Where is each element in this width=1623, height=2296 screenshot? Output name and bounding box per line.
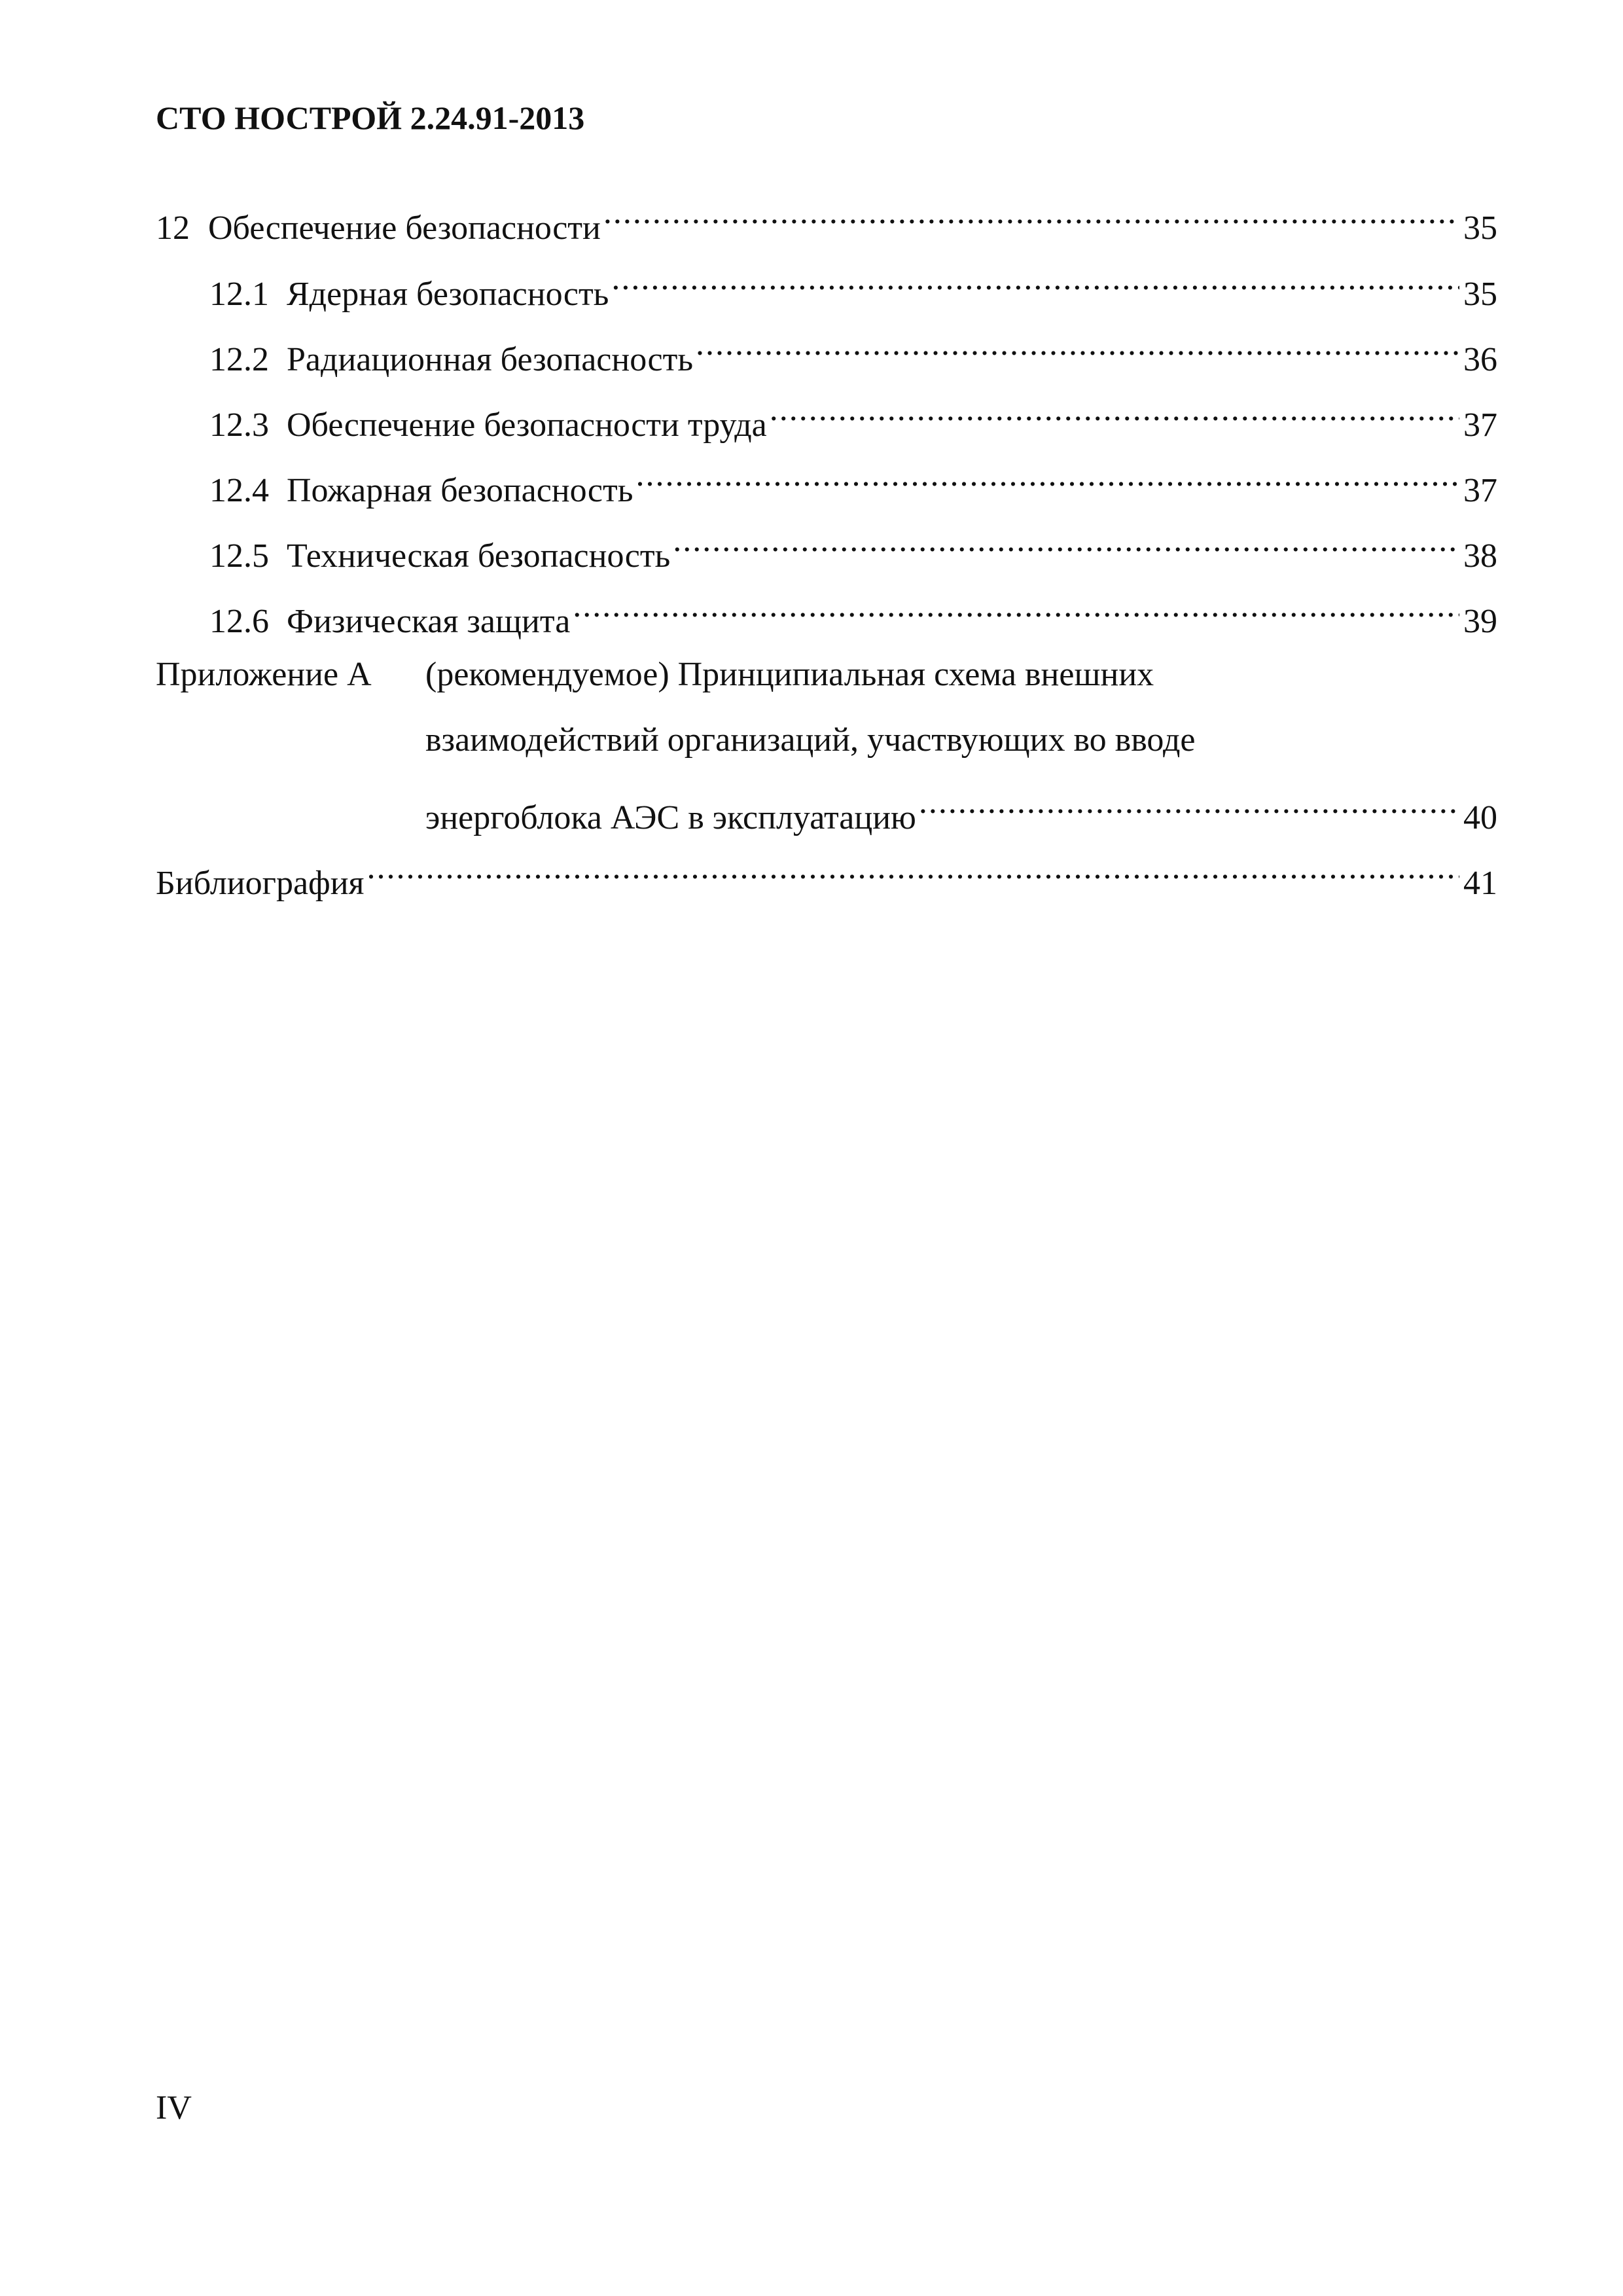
toc-entry-number: 12.2 <box>209 341 269 378</box>
toc-appendix-title-line-2[interactable]: взаимодействий организаций, участвующих во вводе <box>425 721 1196 759</box>
toc-entry-number: 12.5 <box>209 537 269 575</box>
toc-entry-page: 37 <box>1463 406 1497 444</box>
toc-entry-page: 37 <box>1463 472 1497 509</box>
toc-entry-label: Физическая защита <box>287 603 571 640</box>
toc-entry-number: 12.6 <box>209 603 269 640</box>
toc-leader-dots <box>611 259 1459 305</box>
toc-leader-dots <box>770 390 1459 436</box>
toc-leader-dots <box>603 193 1459 239</box>
toc-entry-page: 38 <box>1463 537 1497 575</box>
toc-entry-12-1[interactable] <box>209 259 1497 313</box>
toc-entry-number: 12 <box>156 209 190 247</box>
toc-entry-number: 12.4 <box>209 472 269 509</box>
toc-entry-page: 36 <box>1463 341 1497 378</box>
toc-entry-12-5[interactable] <box>209 521 1497 575</box>
toc-entry-page: 40 <box>1463 799 1497 836</box>
toc-entry-label: Техническая безопасность <box>287 537 671 575</box>
toc-entry-page: 39 <box>1463 603 1497 640</box>
toc-entry-page: 41 <box>1463 865 1497 902</box>
toc-leader-dots <box>366 848 1459 894</box>
toc-entry-label: Обеспечение безопасности <box>208 209 601 247</box>
toc-entry-12-6[interactable] <box>209 586 1497 640</box>
toc-entry-label: Пожарная безопасность <box>287 472 633 509</box>
page-number: IV <box>156 2089 192 2126</box>
toc-entry-section-12[interactable] <box>156 193 1497 247</box>
toc-leader-dots <box>919 783 1459 829</box>
toc-entry-label: Библиография <box>156 865 365 902</box>
toc-entry-appendix-a[interactable] <box>425 783 1497 836</box>
toc-entry-number: 12.1 <box>209 276 269 313</box>
toc-entry-12-2[interactable] <box>209 325 1497 378</box>
toc-entry-12-3[interactable] <box>209 390 1497 444</box>
toc-appendix-title-line-1[interactable]: (рекомендуемое) Принципиальная схема внешних <box>425 656 1154 693</box>
toc-entry-label: Радиационная безопасность <box>287 341 694 378</box>
document-code-header: СТО НОСТРОЙ 2.24.91-2013 <box>156 99 585 136</box>
toc-entry-page: 35 <box>1463 276 1497 313</box>
toc-entry-label: Обеспечение безопасности труда <box>287 406 767 444</box>
toc-entry-number: 12.3 <box>209 406 269 444</box>
toc-leader-dots <box>635 456 1459 501</box>
toc-leader-dots <box>696 325 1459 370</box>
toc-leader-dots <box>673 521 1459 567</box>
toc-entry-label: Ядерная безопасность <box>287 276 609 313</box>
toc-appendix-label[interactable]: Приложение А <box>156 656 372 693</box>
toc-entry-bibliography[interactable] <box>156 848 1497 902</box>
toc-leader-dots <box>573 586 1459 632</box>
toc-appendix-title-line-3: энергоблока АЭС в эксплуатацию <box>425 799 916 836</box>
toc-entry-page: 35 <box>1463 209 1497 247</box>
toc-entry-12-4[interactable] <box>209 456 1497 509</box>
